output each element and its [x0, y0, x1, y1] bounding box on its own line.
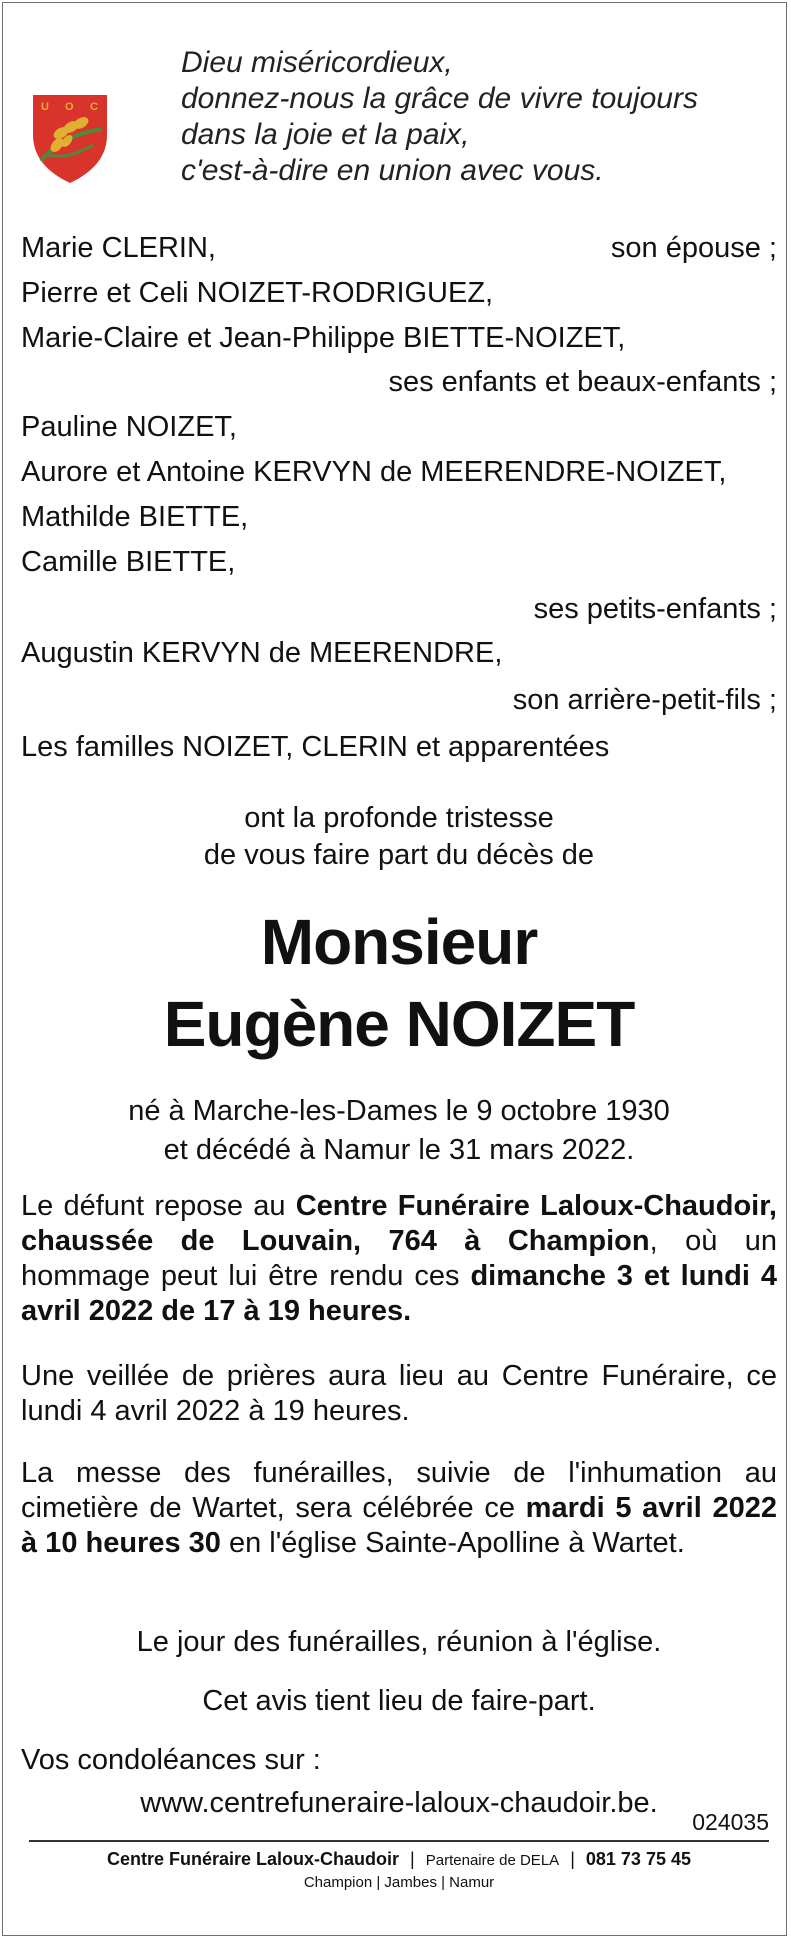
footer-company-line [21, 1845, 777, 1875]
condoleances-website[interactable]: www.centrefuneraire-laloux-chaudoir.be. [140, 1787, 658, 1819]
svg-text:C: C [90, 101, 98, 113]
footer-separator: | [570, 1849, 575, 1869]
repose-location: Centre Funéraire Laloux-Chaudoir, chaussée de Louvain, 764 à Champion [21, 1190, 777, 1257]
obituary-card [2, 2, 787, 1936]
footer-phone: 081 73 75 45 [585, 1849, 691, 1869]
prayer-text [181, 45, 781, 189]
prayer-line: dans la joie et la paix, [181, 118, 470, 151]
family-line: Camille BIETTE, [21, 546, 236, 578]
family-line-spouse [21, 231, 777, 266]
family-line: Aurore et Antoine KERVYN de MEERENDRE-NOIZET, [21, 456, 727, 488]
repose-hours: dimanche 3 et lundi 4 avril 2022 de 17 à 19 heures. [21, 1260, 777, 1327]
birth-line: né à Marche-les-Dames le 9 octobre 1930 [128, 1095, 670, 1127]
repose-text: Le défunt repose au [21, 1190, 296, 1222]
family-line: Marie-Claire et Jean-Philippe BIETTE-NOIZET, [21, 322, 626, 354]
family-name: Marie CLERIN, [21, 232, 216, 264]
deceased-title: Monsieur [260, 906, 538, 978]
messe-text: La messe des funérailles, suivie de l'inhumation au cimetière de Wartet, sera célébrée ce [21, 1457, 777, 1524]
prayer-line: Dieu miséricordieux, [181, 46, 453, 79]
footer-separator: | [410, 1849, 415, 1869]
repose-text: , où un hommage peut lui être rendu ces [21, 1225, 777, 1292]
messe-text: en l'église Sainte-Apolline à Wartet. [220, 1527, 685, 1559]
family-line: Les familles NOIZET, CLERIN et apparentées [21, 731, 610, 763]
condoleances-label: Vos condoléances sur : [21, 1744, 321, 1776]
death-line: et décédé à Namur le 31 mars 2022. [163, 1134, 635, 1166]
faire-part-line: Cet avis tient lieu de faire-part. [202, 1685, 596, 1717]
footer-company: Centre Funéraire Laloux-Chaudoir [106, 1849, 400, 1869]
reunion-line: Le jour des funérailles, réunion à l'église. [136, 1626, 662, 1658]
footer-locations: Champion | Jambes | Namur [303, 1874, 495, 1891]
deceased-name: Eugène NOIZET [163, 988, 635, 1060]
svg-text:O: O [65, 101, 74, 113]
prayer-line: c'est-à-dire en union avec vous. [181, 154, 604, 187]
footer-divider [29, 1840, 769, 1842]
prayer-line: donnez-nous la grâce de vivre toujours [181, 82, 698, 115]
family-line: Pierre et Celi NOIZET-RODRIGUEZ, [21, 277, 494, 309]
announce-line: de vous faire part du décès de [203, 839, 595, 871]
family-line: Augustin KERVYN de MEERENDRE, [21, 637, 503, 669]
footer-partner: Partenaire de DELA [425, 1852, 560, 1869]
svg-text:U: U [41, 101, 49, 113]
family-role: son épouse ; [610, 232, 777, 264]
family-role: ses petits-enfants ; [533, 593, 777, 625]
messe-datetime: mardi 5 avril 2022 à 10 heures 30 [21, 1492, 777, 1559]
family-line: Mathilde BIETTE, [21, 501, 249, 533]
repose-paragraph [21, 1189, 777, 1329]
veillee-paragraph: Une veillée de prières aura lieu au Centre Funéraire, ce lundi 4 avril 2022 à 19 heures. [21, 1360, 777, 1427]
family-line: Pauline NOIZET, [21, 411, 237, 443]
family-role: ses enfants et beaux-enfants ; [388, 366, 777, 398]
uoc-crest-logo [27, 89, 113, 185]
reference-number: 024035 [692, 1809, 769, 1835]
messe-paragraph [21, 1456, 777, 1561]
family-role: son arrière-petit-fils ; [512, 684, 777, 716]
announce-line: ont la profonde tristesse [244, 802, 554, 834]
